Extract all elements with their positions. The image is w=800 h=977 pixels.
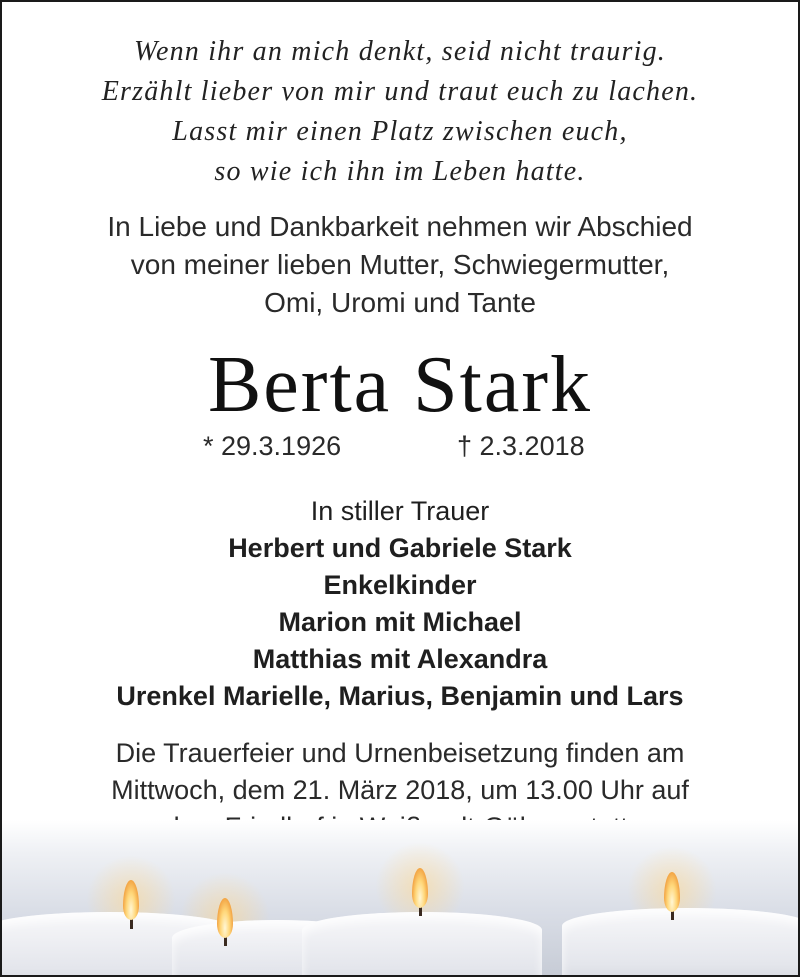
mourners-list — [2, 493, 798, 715]
birth-date: * 29.3.1926 — [203, 431, 342, 461]
ceremony-line: Die Trauerfeier und Urnenbeisetzung finden am — [115, 738, 685, 768]
death-date: † 2.3.2018 — [457, 431, 585, 461]
ceremony-line: Mittwoch, dem 21. März 2018, um 13.00 Uhr auf — [111, 775, 689, 805]
mourner-name: Enkelkinder — [323, 570, 477, 600]
memorial-poem — [2, 32, 798, 192]
candle — [562, 908, 800, 977]
life-dates — [2, 426, 798, 466]
candles-image — [2, 820, 798, 975]
mourners-lead: In stiller Trauer — [310, 496, 490, 526]
mourner-name: Herbert und Gabriele Stark — [228, 533, 572, 563]
mourner-name: Matthias mit Alexandra — [252, 644, 548, 674]
farewell-intro — [2, 208, 798, 322]
candle — [302, 912, 542, 977]
poem-line: Erzählt lieber von mir und traut euch zu lachen. — [101, 76, 699, 107]
mourner-name: Urenkel Marielle, Marius, Benjamin und Lars — [116, 681, 684, 711]
intro-line: In Liebe und Dankbarkeit nehmen wir Abschied — [107, 211, 693, 242]
poem-line: Lasst mir einen Platz zwischen euch, — [172, 116, 628, 147]
mourner-name: Marion mit Michael — [278, 607, 522, 637]
poem-line: Wenn ihr an mich denkt, seid nicht traurig. — [134, 36, 666, 67]
intro-line: Omi, Uromi und Tante — [264, 287, 536, 318]
poem-line: so wie ich ihn im Leben hatte. — [214, 156, 586, 187]
intro-line: von meiner lieben Mutter, Schwiegermutter, — [130, 249, 670, 280]
deceased-name: Berta Stark — [207, 341, 593, 429]
